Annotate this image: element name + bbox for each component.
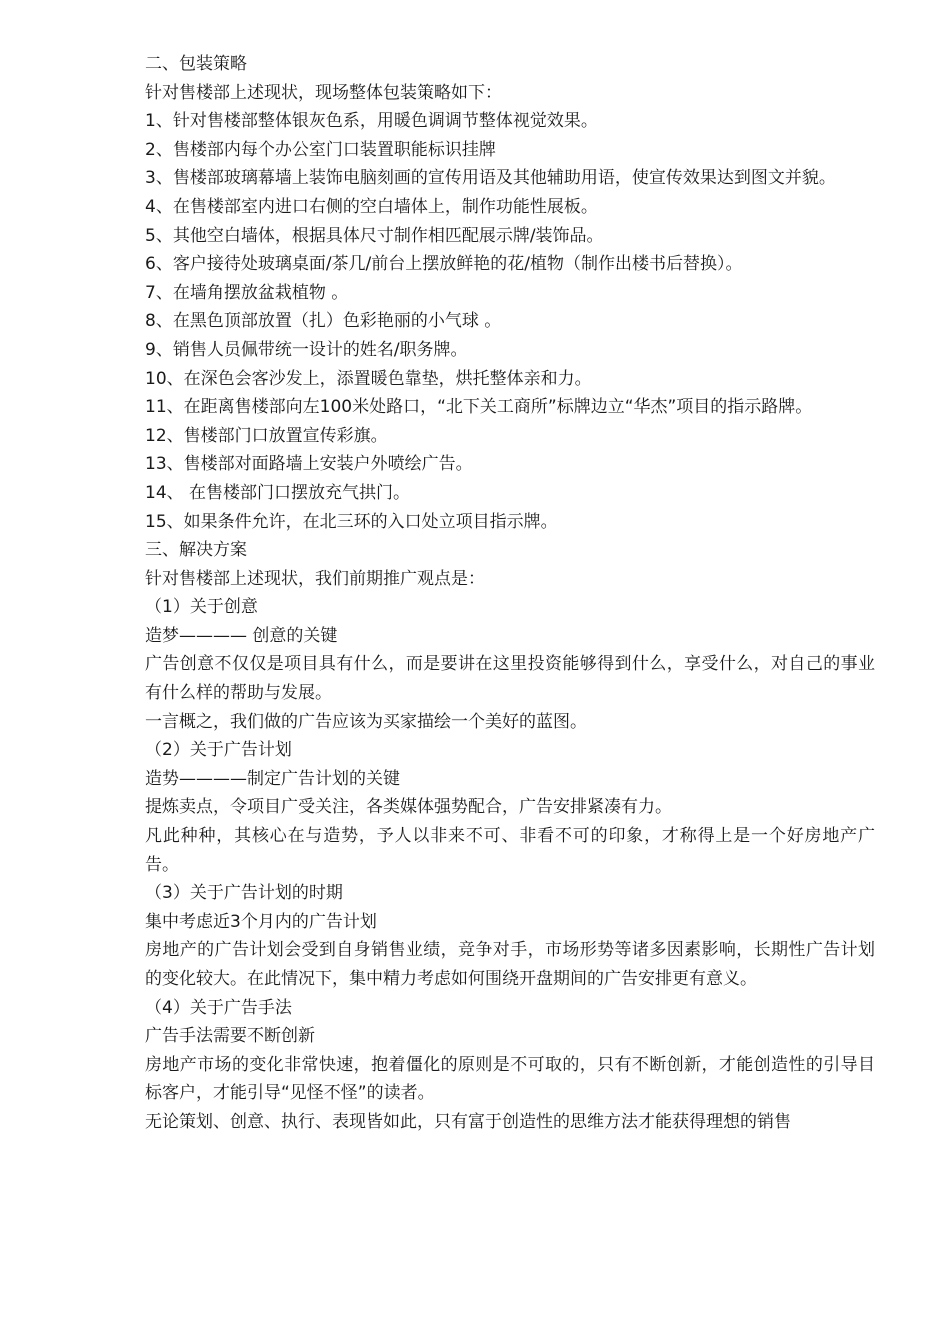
- paragraph: 广告创意不仅仅是项目具有什么，而是要讲在这里投资能够得到什么，享受什么，对自己的事业有什么样的帮助与发展。: [145, 654, 875, 704]
- paragraph: 无论策划、创意、执行、表现皆如此，只有富于创造性的思维方法才能获得理想的销售: [145, 1111, 791, 1132]
- list-item: 11、在距离售楼部向左100米处路口，“北下关工商所”标牌边立“华杰”项目的指示路牌。: [145, 397, 813, 418]
- subheading: （2）关于广告计划: [145, 740, 292, 761]
- paragraph: 针对售楼部上述现状，现场整体包装策略如下：: [145, 82, 502, 103]
- paragraph: 针对售楼部上述现状，我们前期推广观点是：: [145, 568, 485, 589]
- list-item: 9、销售人员佩带统一设计的姓名/职务牌。: [145, 339, 468, 360]
- list-item: 8、在黑色顶部放置（扎）色彩艳丽的小气球 。: [145, 311, 502, 332]
- list-item: 14、 在售楼部门口摆放充气拱门。: [145, 482, 411, 503]
- subheading: （4）关于广告手法: [145, 997, 292, 1018]
- section-heading-packaging: 二、包装策略: [145, 54, 247, 74]
- list-item: 12、售楼部门口放置宣传彩旗。: [145, 425, 388, 446]
- paragraph: 造势————制定广告计划的关键: [145, 768, 400, 789]
- paragraph: 提炼卖点，令项目广受关注，各类媒体强势配合，广告安排紧凑有力。: [145, 797, 672, 818]
- list-item: 6、客户接待处玻璃桌面/茶几/前台上摆放鲜艳的花/植物（制作出楼书后替换）。: [145, 254, 743, 275]
- subheading: （1）关于创意: [145, 597, 258, 618]
- paragraph: 广告手法需要不断创新: [145, 1026, 315, 1047]
- paragraph: 房地产的广告计划会受到自身销售业绩，竞争对手，市场形势等诸多因素影响，长期性广告计划的变化较大。在此情况下，集中精力考虑如何围绕开盘期间的广告安排更有意义。: [145, 940, 875, 989]
- list-item: 1、针对售楼部整体银灰色系，用暖色调调节整体视觉效果。: [145, 111, 598, 132]
- document-body: [145, 50, 875, 1137]
- list-item: 7、在墙角摆放盆栽植物 。: [145, 282, 349, 303]
- paragraph: 集中考虑近3个月内的广告计划: [145, 911, 377, 932]
- section-heading-solution: 三、解决方案: [145, 540, 247, 561]
- paragraph: 造梦———— 创意的关键: [145, 625, 338, 646]
- subheading: （3）关于广告计划的时期: [145, 883, 343, 904]
- list-item: 2、售楼部内每个办公室门口装置职能标识挂牌: [145, 139, 496, 160]
- list-item: 3、售楼部玻璃幕墙上装饰电脑刻画的宣传用语及其他辅助用语，使宣传效果达到图文并貌。: [145, 168, 836, 189]
- list-item: 5、其他空白墙体，根据具体尺寸制作相匹配展示牌/装饰品。: [145, 225, 604, 246]
- list-item: 4、在售楼部室内进口右侧的空白墙体上，制作功能性展板。: [145, 196, 598, 217]
- list-item: 10、在深色会客沙发上，添置暖色靠垫，烘托整体亲和力。: [145, 368, 592, 389]
- paragraph: 一言概之，我们做的广告应该为买家描绘一个美好的蓝图。: [145, 711, 587, 732]
- paragraph: 凡此种种，其核心在与造势，予人以非来不可、非看不可的印象，才称得上是一个好房地产广告。: [145, 826, 875, 875]
- list-item: 15、如果条件允许，在北三环的入口处立项目指示牌。: [145, 511, 558, 532]
- paragraph: 房地产市场的变化非常快速，抱着僵化的原则是不可取的，只有不断创新，才能创造性的引导目标客户，才能引导“见怪不怪”的读者。: [145, 1054, 875, 1104]
- list-item: 13、售楼部对面路墙上安装户外喷绘广告。: [145, 454, 473, 475]
